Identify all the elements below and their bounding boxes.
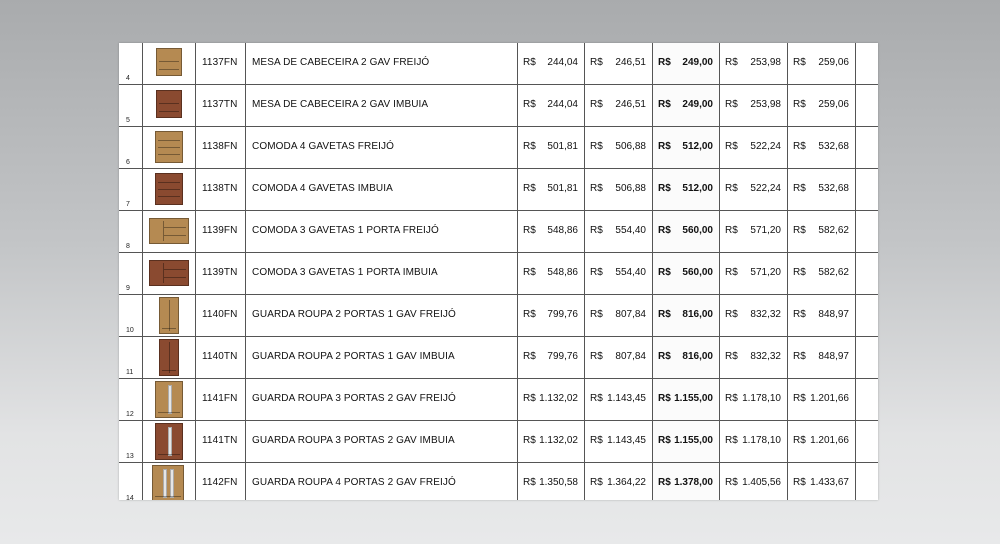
price-value: 799,76	[547, 309, 578, 320]
currency-symbol: R$	[793, 351, 806, 362]
currency-symbol: R$	[590, 393, 603, 404]
price-cell-2[interactable]	[585, 127, 653, 168]
price-value: 832,32	[750, 309, 781, 320]
price-value: 1.178,10	[742, 435, 781, 446]
price-value: 848,97	[818, 351, 849, 362]
price-value: 554,40	[615, 225, 646, 236]
product-description: GUARDA ROUPA 4 PORTAS 2 GAV FREIJÓ	[252, 477, 456, 488]
wardrobe-4-freijo-icon	[152, 465, 184, 500]
row-number-cell[interactable]	[119, 379, 143, 420]
product-image-cell[interactable]	[143, 253, 196, 294]
currency-symbol: R$	[793, 183, 806, 194]
product-description-cell[interactable]	[246, 85, 518, 126]
row-number-cell[interactable]	[119, 43, 143, 84]
price-cell-3[interactable]	[653, 43, 720, 84]
price-cell-4[interactable]	[720, 211, 788, 252]
price-value: 259,06	[818, 99, 849, 110]
price-cell-3[interactable]	[653, 85, 720, 126]
price-value: 582,62	[818, 267, 849, 278]
price-value: 246,51	[615, 99, 646, 110]
price-value: 1.143,45	[607, 393, 646, 404]
price-cell-5[interactable]	[788, 43, 856, 84]
currency-symbol: R$	[590, 225, 603, 236]
product-description-cell[interactable]	[246, 43, 518, 84]
currency-symbol: R$	[523, 393, 536, 404]
price-cell-3[interactable]	[653, 379, 720, 420]
product-image-cell[interactable]	[143, 421, 196, 462]
price-value: 807,84	[615, 309, 646, 320]
product-code: 1139TN	[202, 267, 238, 278]
currency-symbol: R$	[658, 393, 671, 404]
product-code: 1140FN	[202, 309, 238, 320]
row-number: 13	[126, 453, 134, 460]
price-cell-4[interactable]	[720, 43, 788, 84]
price-value: 506,88	[615, 183, 646, 194]
price-value: 548,86	[547, 225, 578, 236]
row-number: 9	[126, 285, 130, 292]
price-value: 512,00	[682, 183, 713, 194]
currency-symbol: R$	[725, 183, 738, 194]
price-cell-1[interactable]	[518, 463, 585, 500]
product-description: GUARDA ROUPA 2 PORTAS 1 GAV IMBUIA	[252, 351, 455, 362]
product-code-cell[interactable]	[196, 295, 246, 336]
wardrobe-2-freijo-icon	[159, 297, 179, 334]
currency-symbol: R$	[523, 267, 536, 278]
row-number: 14	[126, 495, 134, 500]
empty-cell[interactable]	[856, 127, 878, 168]
currency-symbol: R$	[725, 225, 738, 236]
product-description-cell[interactable]	[246, 295, 518, 336]
currency-symbol: R$	[793, 393, 806, 404]
price-value: 560,00	[682, 225, 713, 236]
currency-symbol: R$	[725, 435, 738, 446]
currency-symbol: R$	[523, 57, 536, 68]
dresser-freijo-icon	[155, 131, 183, 163]
price-cell-5[interactable]	[788, 295, 856, 336]
price-value: 1.433,67	[810, 477, 849, 488]
price-cell-5[interactable]	[788, 463, 856, 500]
currency-symbol: R$	[658, 57, 671, 68]
currency-symbol: R$	[590, 57, 603, 68]
row-number-cell[interactable]	[119, 169, 143, 210]
price-cell-1[interactable]	[518, 127, 585, 168]
currency-symbol: R$	[793, 267, 806, 278]
price-cell-3[interactable]	[653, 211, 720, 252]
currency-symbol: R$	[590, 309, 603, 320]
price-cell-5[interactable]	[788, 379, 856, 420]
table-row[interactable]	[119, 463, 878, 500]
price-value: 1.143,45	[607, 435, 646, 446]
price-cell-1[interactable]	[518, 253, 585, 294]
product-image-cell[interactable]	[143, 85, 196, 126]
product-image-cell[interactable]	[143, 127, 196, 168]
price-value: 571,20	[750, 267, 781, 278]
empty-cell[interactable]	[856, 211, 878, 252]
row-number: 8	[126, 243, 130, 250]
product-description: GUARDA ROUPA 3 PORTAS 2 GAV FREIJÓ	[252, 393, 456, 404]
price-value: 244,04	[547, 57, 578, 68]
price-value: 560,00	[682, 267, 713, 278]
currency-symbol: R$	[793, 435, 806, 446]
price-value: 554,40	[615, 267, 646, 278]
product-description: GUARDA ROUPA 2 PORTAS 1 GAV FREIJÓ	[252, 309, 456, 320]
row-number-cell[interactable]	[119, 253, 143, 294]
wide-dresser-freijo-icon	[149, 218, 189, 244]
price-cell-2[interactable]	[585, 463, 653, 500]
price-value: 582,62	[818, 225, 849, 236]
product-code: 1138FN	[202, 141, 238, 152]
currency-symbol: R$	[658, 351, 671, 362]
price-cell-4[interactable]	[720, 295, 788, 336]
price-value: 253,98	[750, 99, 781, 110]
price-value: 244,04	[547, 99, 578, 110]
price-cell-4[interactable]	[720, 85, 788, 126]
price-value: 246,51	[615, 57, 646, 68]
price-cell-4[interactable]	[720, 127, 788, 168]
empty-cell[interactable]	[856, 85, 878, 126]
row-number: 12	[126, 411, 134, 418]
currency-symbol: R$	[590, 183, 603, 194]
product-description-cell[interactable]	[246, 127, 518, 168]
row-number-cell[interactable]	[119, 463, 143, 500]
currency-symbol: R$	[523, 225, 536, 236]
product-description-cell[interactable]	[246, 337, 518, 378]
table-row[interactable]	[119, 211, 878, 253]
currency-symbol: R$	[658, 435, 671, 446]
price-cell-1[interactable]	[518, 295, 585, 336]
currency-symbol: R$	[590, 141, 603, 152]
price-cell-2[interactable]	[585, 85, 653, 126]
price-value: 532,68	[818, 141, 849, 152]
product-description: COMODA 3 GAVETAS 1 PORTA FREIJÓ	[252, 225, 439, 236]
row-number: 7	[126, 201, 130, 208]
row-number-cell[interactable]	[119, 211, 143, 252]
price-value: 571,20	[750, 225, 781, 236]
product-code-cell[interactable]	[196, 43, 246, 84]
price-value: 1.378,00	[674, 477, 713, 488]
price-value: 1.201,66	[810, 393, 849, 404]
price-cell-5[interactable]	[788, 337, 856, 378]
product-code: 1137TN	[202, 99, 238, 110]
price-value: 501,81	[547, 183, 578, 194]
price-value: 1.155,00	[674, 393, 713, 404]
currency-symbol: R$	[658, 267, 671, 278]
price-value: 816,00	[682, 309, 713, 320]
product-description: GUARDA ROUPA 3 PORTAS 2 GAV IMBUIA	[252, 435, 455, 446]
row-number-cell[interactable]	[119, 337, 143, 378]
price-value: 501,81	[547, 141, 578, 152]
price-value: 807,84	[615, 351, 646, 362]
price-cell-3[interactable]	[653, 295, 720, 336]
price-cell-4[interactable]	[720, 169, 788, 210]
row-number: 10	[126, 327, 134, 334]
product-image-cell[interactable]	[143, 169, 196, 210]
price-cell-2[interactable]	[585, 253, 653, 294]
currency-symbol: R$	[725, 57, 738, 68]
table-row[interactable]	[119, 379, 878, 421]
price-cell-4[interactable]	[720, 337, 788, 378]
price-cell-1[interactable]	[518, 379, 585, 420]
table-row[interactable]	[119, 295, 878, 337]
product-code-cell[interactable]	[196, 127, 246, 168]
product-description-cell[interactable]	[246, 463, 518, 500]
price-cell-3[interactable]	[653, 337, 720, 378]
price-cell-3[interactable]	[653, 127, 720, 168]
price-cell-5[interactable]	[788, 85, 856, 126]
price-value: 259,06	[818, 57, 849, 68]
row-number: 11	[126, 369, 134, 376]
price-value: 249,00	[682, 99, 713, 110]
row-number: 6	[126, 159, 130, 166]
price-value: 1.132,02	[539, 393, 578, 404]
empty-cell[interactable]	[856, 463, 878, 500]
product-code: 1141FN	[202, 393, 238, 404]
currency-symbol: R$	[523, 183, 536, 194]
price-value: 816,00	[682, 351, 713, 362]
price-cell-5[interactable]	[788, 421, 856, 462]
price-cell-2[interactable]	[585, 43, 653, 84]
spreadsheet-sheet[interactable]	[119, 43, 878, 500]
price-cell-2[interactable]	[585, 295, 653, 336]
empty-cell[interactable]	[856, 169, 878, 210]
product-image-cell[interactable]	[143, 211, 196, 252]
price-value: 832,32	[750, 351, 781, 362]
nightstand-freijo-icon	[156, 48, 182, 76]
row-number-cell[interactable]	[119, 127, 143, 168]
currency-symbol: R$	[725, 477, 738, 488]
wardrobe-3-imbuia-icon	[155, 423, 183, 460]
currency-symbol: R$	[725, 267, 738, 278]
price-cell-5[interactable]	[788, 211, 856, 252]
currency-symbol: R$	[725, 309, 738, 320]
price-cell-3[interactable]	[653, 253, 720, 294]
price-cell-3[interactable]	[653, 421, 720, 462]
product-code: 1141TN	[202, 435, 238, 446]
price-value: 548,86	[547, 267, 578, 278]
dresser-imbuia-icon	[155, 173, 183, 205]
product-description-cell[interactable]	[246, 253, 518, 294]
currency-symbol: R$	[658, 183, 671, 194]
currency-symbol: R$	[725, 351, 738, 362]
empty-cell[interactable]	[856, 421, 878, 462]
wardrobe-3-freijo-icon	[155, 381, 183, 418]
price-cell-1[interactable]	[518, 85, 585, 126]
currency-symbol: R$	[658, 477, 671, 488]
price-cell-2[interactable]	[585, 211, 653, 252]
product-description-cell[interactable]	[246, 379, 518, 420]
product-code-cell[interactable]	[196, 337, 246, 378]
nightstand-imbuia-icon	[156, 90, 182, 118]
product-description: COMODA 4 GAVETAS FREIJÓ	[252, 141, 394, 152]
currency-symbol: R$	[523, 477, 536, 488]
price-value: 1.132,02	[539, 435, 578, 446]
price-value: 522,24	[750, 183, 781, 194]
product-description-cell[interactable]	[246, 169, 518, 210]
currency-symbol: R$	[793, 141, 806, 152]
currency-symbol: R$	[590, 267, 603, 278]
currency-symbol: R$	[658, 99, 671, 110]
price-cell-1[interactable]	[518, 337, 585, 378]
currency-symbol: R$	[793, 477, 806, 488]
row-number: 5	[126, 117, 130, 124]
product-image-cell[interactable]	[143, 43, 196, 84]
row-number-cell[interactable]	[119, 295, 143, 336]
empty-cell[interactable]	[856, 337, 878, 378]
price-cell-4[interactable]	[720, 379, 788, 420]
price-cell-4[interactable]	[720, 253, 788, 294]
currency-symbol: R$	[523, 435, 536, 446]
table-row[interactable]	[119, 421, 878, 463]
price-cell-3[interactable]	[653, 463, 720, 500]
currency-symbol: R$	[725, 141, 738, 152]
price-cell-1[interactable]	[518, 43, 585, 84]
table-row[interactable]	[119, 127, 878, 169]
price-value: 253,98	[750, 57, 781, 68]
currency-symbol: R$	[523, 141, 536, 152]
price-cell-4[interactable]	[720, 463, 788, 500]
product-description: MESA DE CABECEIRA 2 GAV IMBUIA	[252, 99, 429, 110]
product-description: COMODA 4 GAVETAS IMBUIA	[252, 183, 393, 194]
price-value: 1.178,10	[742, 393, 781, 404]
product-code-cell[interactable]	[196, 463, 246, 500]
currency-symbol: R$	[590, 435, 603, 446]
currency-symbol: R$	[523, 351, 536, 362]
empty-cell[interactable]	[856, 253, 878, 294]
wardrobe-2-imbuia-icon	[159, 339, 179, 376]
product-image-cell[interactable]	[143, 295, 196, 336]
product-code-cell[interactable]	[196, 169, 246, 210]
price-cell-5[interactable]	[788, 253, 856, 294]
product-image-cell[interactable]	[143, 379, 196, 420]
price-cell-1[interactable]	[518, 211, 585, 252]
product-code-cell[interactable]	[196, 253, 246, 294]
price-cell-1[interactable]	[518, 169, 585, 210]
price-cell-2[interactable]	[585, 421, 653, 462]
price-value: 1.364,22	[607, 477, 646, 488]
currency-symbol: R$	[658, 309, 671, 320]
product-code-cell[interactable]	[196, 379, 246, 420]
price-cell-2[interactable]	[585, 169, 653, 210]
currency-symbol: R$	[793, 309, 806, 320]
product-description: MESA DE CABECEIRA 2 GAV FREIJÓ	[252, 57, 430, 68]
price-value: 1.405,56	[742, 477, 781, 488]
wide-dresser-imbuia-icon	[149, 260, 189, 286]
currency-symbol: R$	[793, 99, 806, 110]
price-value: 1.201,66	[810, 435, 849, 446]
price-cell-2[interactable]	[585, 379, 653, 420]
price-value: 799,76	[547, 351, 578, 362]
table-row[interactable]	[119, 85, 878, 127]
price-value: 512,00	[682, 141, 713, 152]
row-number-cell[interactable]	[119, 85, 143, 126]
price-cell-2[interactable]	[585, 337, 653, 378]
currency-symbol: R$	[793, 225, 806, 236]
product-description-cell[interactable]	[246, 421, 518, 462]
product-code: 1142FN	[202, 477, 238, 488]
product-description-cell[interactable]	[246, 211, 518, 252]
price-value: 522,24	[750, 141, 781, 152]
price-value: 1.350,58	[539, 477, 578, 488]
price-cell-5[interactable]	[788, 127, 856, 168]
currency-symbol: R$	[590, 477, 603, 488]
price-cell-5[interactable]	[788, 169, 856, 210]
currency-symbol: R$	[658, 141, 671, 152]
product-code-cell[interactable]	[196, 85, 246, 126]
currency-symbol: R$	[725, 393, 738, 404]
price-value: 848,97	[818, 309, 849, 320]
price-cell-3[interactable]	[653, 169, 720, 210]
product-image-cell[interactable]	[143, 463, 196, 500]
row-number: 4	[126, 75, 130, 82]
currency-symbol: R$	[658, 225, 671, 236]
currency-symbol: R$	[523, 99, 536, 110]
product-description: COMODA 3 GAVETAS 1 PORTA IMBUIA	[252, 267, 438, 278]
table-row[interactable]	[119, 253, 878, 295]
table-row[interactable]	[119, 169, 878, 211]
product-code-cell[interactable]	[196, 211, 246, 252]
price-value: 1.155,00	[674, 435, 713, 446]
price-cell-4[interactable]	[720, 421, 788, 462]
table-row[interactable]	[119, 337, 878, 379]
currency-symbol: R$	[590, 99, 603, 110]
product-code: 1137FN	[202, 57, 238, 68]
currency-symbol: R$	[523, 309, 536, 320]
product-image-cell[interactable]	[143, 337, 196, 378]
product-code: 1139FN	[202, 225, 238, 236]
product-code: 1140TN	[202, 351, 238, 362]
product-code-cell[interactable]	[196, 421, 246, 462]
empty-cell[interactable]	[856, 379, 878, 420]
price-value: 532,68	[818, 183, 849, 194]
currency-symbol: R$	[793, 57, 806, 68]
empty-cell[interactable]	[856, 295, 878, 336]
price-value: 506,88	[615, 141, 646, 152]
product-code: 1138TN	[202, 183, 238, 194]
price-value: 249,00	[682, 57, 713, 68]
row-number-cell[interactable]	[119, 421, 143, 462]
price-cell-1[interactable]	[518, 421, 585, 462]
table-row[interactable]	[119, 43, 878, 85]
empty-cell[interactable]	[856, 43, 878, 84]
currency-symbol: R$	[725, 99, 738, 110]
currency-symbol: R$	[590, 351, 603, 362]
